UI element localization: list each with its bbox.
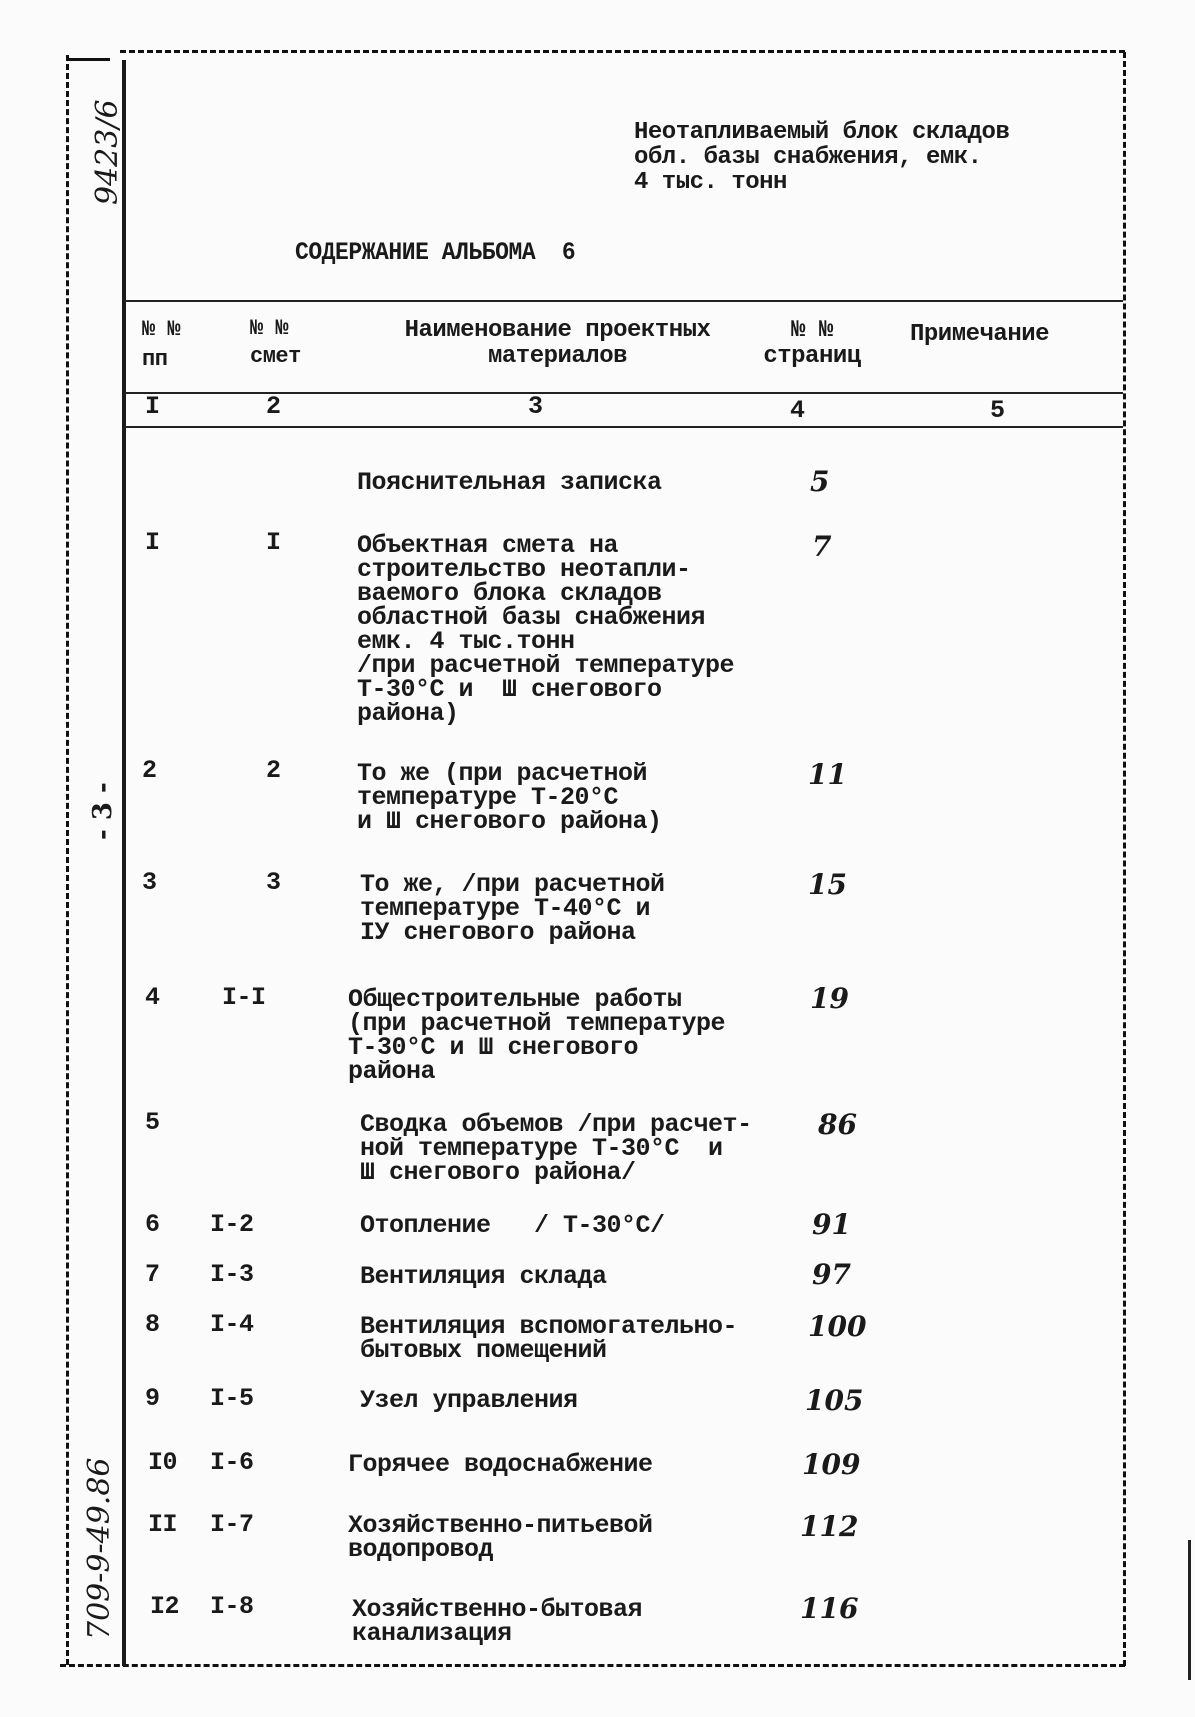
frame-top-border (120, 50, 1125, 53)
row-page: 91 (812, 1208, 851, 1241)
archive-number-stamp: 9423/6 (90, 99, 125, 205)
row-name: Сводка объемов /при расчет- ной температуре Т-30°С и Ш снегового района/ (360, 1110, 752, 1187)
column-number-3: 3 (528, 392, 543, 421)
row-page: 105 (805, 1384, 864, 1417)
page-number-stamp: - 3 - (88, 782, 118, 840)
project-code-stamp: 709-9-49.86 (82, 1457, 117, 1640)
row-page: 19 (810, 982, 849, 1015)
row-estimate-number: I-8 (210, 1592, 254, 1621)
column-number-5: 5 (990, 396, 1005, 425)
row-item-number: 6 (145, 1210, 160, 1239)
row-page: 100 (808, 1310, 867, 1343)
row-estimate-number: I-6 (210, 1448, 254, 1477)
row-estimate-number: I-5 (210, 1384, 254, 1413)
album-contents-heading: СОДЕРЖАНИЕ АЛЬБОМА 6 (295, 238, 576, 267)
row-page: 11 (808, 758, 847, 791)
row-item-number: 8 (145, 1310, 160, 1339)
row-name: Вентиляция склада (360, 1262, 607, 1291)
column-number-4: 4 (790, 396, 805, 425)
row-estimate-number: 2 (266, 756, 281, 785)
row-name: Хозяйственно-бытовая канализация (352, 1595, 643, 1648)
row-estimate-number: I-3 (210, 1260, 254, 1289)
row-item-number: I0 (148, 1448, 178, 1477)
title-line-3: 4 тыс. тонн (634, 169, 787, 196)
row-item-number: 7 (145, 1260, 160, 1289)
row-estimate-number: I-4 (210, 1310, 254, 1339)
column-header-material-name: Наименование проектных материалов (404, 317, 711, 370)
row-page: 5 (810, 465, 830, 498)
row-estimate-number: I-I (222, 983, 266, 1012)
column-header-estimate-number: № № смет (250, 316, 301, 369)
column-header-item-number: № № пп (142, 317, 181, 372)
row-item-number: 9 (145, 1384, 160, 1413)
row-estimate-number: I-2 (210, 1210, 254, 1239)
row-item-number: 2 (142, 756, 157, 785)
row-name: Узел управления (360, 1386, 578, 1415)
row-name: Общестроительные работы (при расчетной температуре Т-30°С и Ш снегового района (348, 985, 726, 1086)
row-name: То же (при расчетной температуре Т-20°С и Ш снегового района) (357, 759, 662, 836)
table-header-top-rule (124, 300, 1123, 302)
row-estimate-number: 3 (266, 868, 281, 897)
row-name: То же, /при расчетной температуре Т-40°С и IУ снегового района (360, 870, 665, 947)
document-title-block (634, 120, 1009, 195)
row-name: Хозяйственно-питьевой водопровод (348, 1511, 653, 1564)
row-page: 7 (812, 530, 832, 563)
frame-bottom-border (60, 1664, 1125, 1667)
row-item-number: 4 (145, 983, 160, 1012)
column-header-page-number: № № страниц (763, 317, 861, 370)
row-page: 109 (802, 1448, 861, 1481)
row-estimate-number: I (266, 528, 281, 557)
column-header-note: Примечание (910, 321, 1050, 348)
title-line-2: обл. базы снабжения, емк. (634, 144, 982, 171)
row-page: 112 (800, 1510, 859, 1543)
column-numbers-bottom-rule (124, 426, 1123, 428)
frame-top-left-corner (66, 58, 110, 61)
row-name: Отопление / Т-30°С/ (360, 1211, 665, 1240)
row-item-number: 3 (142, 868, 157, 897)
row-page: 116 (800, 1592, 859, 1625)
row-item-number: 5 (145, 1108, 160, 1137)
column-number-2: 2 (266, 392, 281, 421)
scan-edge-mark (1188, 1540, 1191, 1680)
title-line-1: Неотапливаемый блок складов (634, 119, 1010, 146)
row-item-number: II (148, 1510, 178, 1539)
row-name: Вентиляция вспомогательно- бытовых помещений (360, 1312, 738, 1365)
row-page: 86 (818, 1108, 857, 1141)
row-page: 15 (808, 868, 847, 901)
frame-right-border (1123, 52, 1126, 1666)
row-name: Пояснительная записка (357, 468, 662, 497)
row-estimate-number: I-7 (210, 1510, 254, 1539)
row-name: Горячее водоснабжение (348, 1450, 653, 1479)
row-item-number: I2 (150, 1592, 180, 1621)
row-name: Объектная смета на строительство неотапли- ваемого блока складов областной базы снабжения емк. 4 тыс.тонн /при расчетной температуре Т-30°С и Ш снегового района) (357, 531, 735, 728)
column-number-1: I (145, 392, 160, 421)
row-item-number: I (145, 528, 160, 557)
frame-left-outer-border (66, 55, 69, 1665)
row-page: 97 (812, 1258, 851, 1291)
